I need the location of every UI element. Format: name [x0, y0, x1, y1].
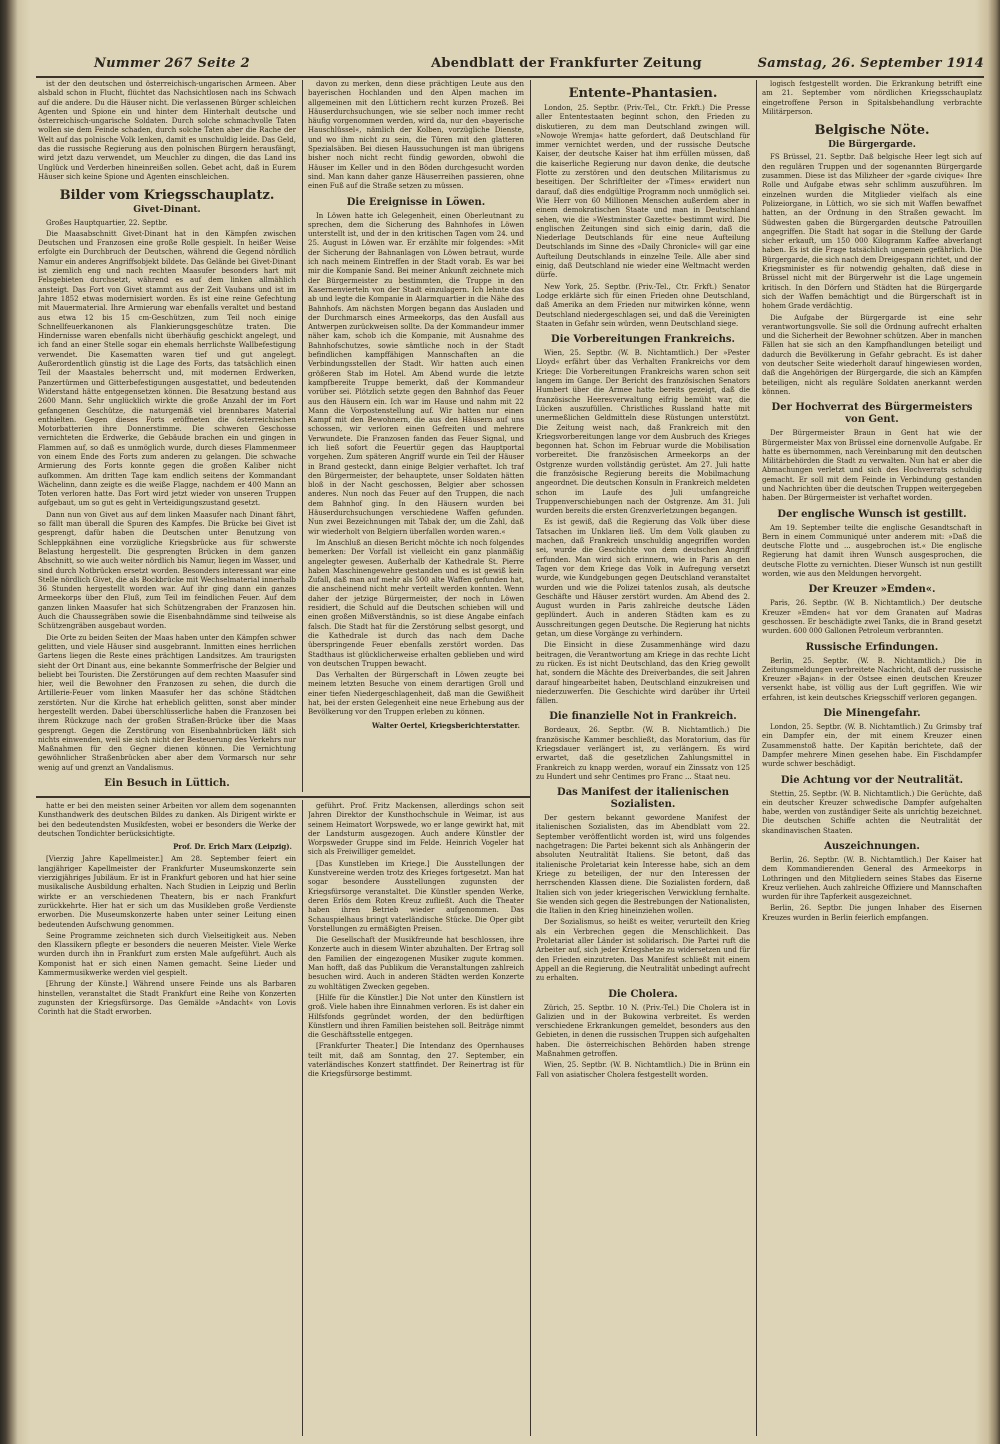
article-paragraph: New York, 25. Septbr. (Priv.-Tel., Ctr. Frkft.) Senator Lodge erklärte sich für einen Frieden ohne Deutschland, daß Amerika an dem Frieden nur mitwirken könne, wenn Deutschland niedergeschlagen sei, und daß die Vereinigten Staaten in Gefahr sein würden, wenn Deutschland siege.	[536, 282, 750, 328]
column-rule	[756, 80, 757, 1436]
article-paragraph: Wien, 25. Septbr. (W. B. Nichtamtlich.) Die in Brünn ein Fall von asiatischer Cholera festgestellt worden.	[536, 1061, 750, 1079]
article-subheadline: Die Achtung vor der Neutralität.	[780, 774, 964, 786]
article-subheadline: Die finanzielle Not in Frankreich.	[549, 711, 737, 723]
article-paragraph: Berlin, 25. Septbr. (W. B. Nichtamtlich.) Die in Zeitungsmeldungen verbreitete Nachricht, daß der russische Kreuzer »Bajan« in der Ostsee einen deutschen Kreuzer versenkt habe, ist völlig aus der Luft gegriffen. Wie wir erfahren, ist kein deutsches Kriegsschiff verloren gegangen.	[762, 656, 982, 702]
article-paragraph: In Löwen hatte ich Gelegenheit, einen Oberleutnant zu sprechen, dem die Sicherung des Bahnhofes in Löwen unterstellt ist, und der in den kritischen Tagen vom 24. und 25. August in Löwen war. Er erzählte mir folgendes: »Mit der Sicherung der Bahnanlagen von Löwen betraut, wurde ich nach meinem Eintreffen in der Stadt vorab. Es war bei mir die Kompanie Sand. Bei meiner Ankunft zeichnete mich der Bürgermeister zu bestimmten, die Truppe in den Kasernenvierteln von der Stadt einzulagern. Ich lehnte das ab und legte die Kompanie in Alarmquartier in die Nähe des Bahnhofs. Am nächsten Morgen begann das Ausladen und der Durchmarsch eines Armeekorps, das den Ausfall aus Antwerpen zurückweisen sollte. Da der Kommandeur immer näher kam, schob ich die Kompanie, mit Ausnahme des Bahnhofschutzes, sowie sämtliche noch in der Stadt befindlichen kampffähigen Mannschaften an die Verbindungsstellen der Stadt. Wir hatten auch einen größeren Stab im Hotel. Am Abend wurde die letzte kampfbereite Truppe bemerkt, daß der Kommandeur vorüber sei. Plötzlich setzte gegen den Bahnhof das Feuer aus den Häusern ein. Ich war im Hause und nahm mit 22 Mann die Vorpostenstellung auf. Wir hatten nur einen Kampf mit den Bewohnern, die aus den Häusern auf uns schossen, wir verloren einen Gefreiten und mehrere Verwundete. Die Franzosen fanden das Feuer Signal, und ich ließ sofort die Feuertür gegen das Hauptportal vorgehen. Zum späteren Angriff wurde ein Teil der Häuser in Brand gesteckt, dann einige Belgier verhaftet. Ich traf den Bürgermeister, der behauptete, unser Soldaten hätten bloß in der Nacht geschossen, Belgier aber schossen anderes. Nun noch das Feuer auf den Truppen, die nach dem Bahnhof ging. In den Häusern wurden bei Häuserdurchsuchungen verschiedene Waffen gefunden. Nun zwei Bezeichnungen mit Tabak der, um die Zahl, daß wir wiederholt von Belgiern überfallen worden waren.«	[308, 211, 524, 536]
column-2	[308, 80, 524, 792]
article-paragraph: Bordeaux, 26. Septbr. (W. B. Nichtamtlich.) Die französische Kammer beschließt, das Moratorium, das für Kriegsdauer verlängert ist, zu verlängern. Es wird erwartet, daß die gesetzlichen Zahlungsmittel in Frankreich zu knapp werden, worauf ein Zinssatz von 125 zu Hundert und sehr Centimes pro Franc ... Staat neu.	[536, 726, 750, 781]
article-paragraph: Stettin, 25. Septbr. (W. B. Nichtamtlich.) Die Gerüchte, daß ein deutscher Kreuzer schwedische Dampfer aufgehalten habe, werden von zuständiger Seite als unrichtig bezeichnet. Die deutschen Schiffe achten die Neutralität der skandinavischen Staaten.	[762, 789, 982, 835]
column-3	[536, 80, 750, 1436]
article-dateline-title: Givet-Dinant.	[133, 205, 201, 216]
article-paragraph: Die Orte zu beiden Seiten der Maas haben unter den Kämpfen schwer gelitten, und viele Häuser sind ausgebrannt. Inmitten eines herrlichen Gartens liegen die Reste eines prächtigen Landsitzes. Am traurigsten sieht der Ort Dinant aus, eine bekannte Sommerfrische der Belgier und beliebt bei Touristen. Die Zerstörungen auf dem rechten Maasufer sind hier, weil die Bewohner den Franzosen zu sehen, die durch die Artillerie-Feuer vom linken Maasufer her das schöne Städtchen zerstörten. Nur die Kirche hat erheblich gelitten, sonst aber minder hergestellt werden. Dabei überschlüsserliche haben die Franzosen bei ihrem Rückzuge nach der großen Straßen-Brücke über die Maas gesprengt. Gegen die Zerstörung von Eisenbahnbrücken läßt sich nichts einwenden, weil sie sich nicht der Besteuerung des Verkehrs nur Maßnahmen für den Gegner dienen können. Die Vernichtung gewöhnlicher Straßenbrücken aber aber dem Vormarsch nur sehr wenig auf und grenzt an Vandalismus.	[38, 633, 296, 772]
article-paragraph: Es ist gewiß, daß die Regierung das Volk über diese Tatsachen im Unklaren ließ. Um dem Volk glauben zu machen, daß Frankreich unschuldig angegriffen worden sei, wurde die Geschichte von dem deutschen Angriff erfunden. Man wird sich erinnern, wie in Paris an den Tagen vor dem Kriege das Volk in Aufregung versetzt wurde, wie Kundgebungen gegen Deutschland veranstaltet wurden und wie die Polizei tatenlos zusah, als deutsche Geschäfte und Häuser zerstört wurden. Am Abend des 2. August wurden in Paris zahlreiche deutsche Läden geplündert. Auch in anderen Städten kam es zu Ausschreitungen gegen Deutsche. Die Regierung hat nichts getan, um diese Vorgänge zu verhindern.	[536, 518, 750, 639]
article-subheadline: Die Minengefahr.	[823, 708, 921, 720]
article-paragraph: Im Anschluß an diesen Bericht möchte ich noch folgendes bemerken: Der Vorfall ist vielleicht ein ganz planmäßig angelegter gewesen. Außerhalb der Kathedrale St. Pierre haben Maschinengewehre gestanden und es ist gewiß kein Zufall, daß man auf mehr als 500 alte Waffen gefunden hat, die anscheinend nicht mehr verteilt werden konnten. Wenn daher der jetzige Bürgermeister, der noch in Löwen residiert, die Schuld auf die Deutschen schieben will und einen großen Mißverständnis, so ist diese Angabe einfach falsch. Die Stadt hat für die Zerstörung selbst gesorgt, und die Kathedrale ist durch das nach dem Dache überspringende Feuer ebenfalls zerstört worden. Das Stadthaus ist glücklicherweise erhalten geblieben und wird von deutschen Truppen bewacht.	[308, 538, 524, 668]
author-signature: Prof. Dr. Erich Marx (Leipzig).	[173, 842, 292, 852]
newspaper-title: Abendblatt der Frankfurter Zeitung	[431, 56, 702, 71]
article-paragraph: Die Einsicht in diese Zusammenhänge wird dazu beitragen, die Verantwortung am Kriege in das rechte Licht zu rücken. Es ist nicht Deutschland, das den Krieg gewollt hat, sondern die Mächte des Dreiverbandes, die seit Jahren darauf hingearbeitet haben, Deutschland einzukreisen und niederzuwerfen. Die Geschichte wird darüber ihr Urteil fällen.	[536, 641, 750, 706]
article-subheadline: Der Kreuzer »Emden«.	[808, 584, 936, 596]
article-paragraph: Das Verhalten der Bürgerschaft in Löwen zeugte bei meinem letzten Besuche von einem derartigen Groll und einer tiefen Niedergeschlagenheit, daß man die Gewißheit hat, bei der ersten Gelegenheit eine neue Erhebung aus der Bevölkerung vor den Truppen erleben zu können.	[308, 671, 524, 717]
article-paragraph: Der Sozialismus, so heißt es weiter, verurteilt den Krieg als ein Verbrechen gegen die Menschlichkeit. Das Proletariat aller Länder ist solidarisch. Die Partei ruft die Arbeiter auf, sich jeder Kriegshetze zu widersetzen und für den Frieden einzutreten. Das Manifest schließt mit einem Appell an die Regierung, die Neutralität unbedingt aufrecht zu erhalten.	[536, 918, 750, 983]
column-rule	[302, 80, 303, 792]
column-1	[38, 80, 296, 792]
article-paragraph: Der gestern bekannt gewordene Manifest der italienischen Sozialisten, das im Abendblatt vom 22. September veröffentlicht worden ist, wird uns folgendes nachgetragen: Die Partei bekennt sich als Anhängerin der absoluten Neutralität Italiens. Sie betont, daß das italienische Proletariat kein Interesse habe, sich an dem Kriege zu beteiligen, der nur den Interessen der herrschenden Klassen diene. Die Sozialisten fordern, daß Italien sich von jeder kriegerischen Verwicklung fernhalte. Sie wenden sich gegen die Bestrebungen der Nationalisten, die Italien in den Krieg hineinziehen wollen.	[536, 814, 750, 916]
article-paragraph: logisch festgestellt worden. Die Erkrankung betrifft eine am 21. September vom nördlichen Kriegsschauplatz eingetroffene Person in Spitalsbehandlung verbrachte Militärperson.	[762, 80, 982, 116]
column-rule	[302, 800, 303, 1436]
article-headline: Entente-Phantasien.	[568, 86, 718, 101]
page-header	[36, 54, 984, 74]
article-headline: Bilder vom Kriegsschauplatz.	[59, 188, 275, 204]
column-6-feuilleton	[308, 802, 524, 1436]
section-rule	[36, 796, 530, 798]
article-dateline-title: Die Bürgergarde.	[828, 140, 916, 151]
article-paragraph: Die Maasabschnitt Givet-Dinant hat in den Kämpfen zwischen Deutschen und Franzosen eine große Rolle gespielt. In heißer Weise erfolgte ein Durchbruch der Deutschen, während die Gegend nördlich Namur ein anderes Angriffsobjekt bildete. Das Gelände bei Givet-Dinant ist ziemlich eng und nach rechten Maasufer besonders hart mit Felsgebieten durchsetzt, während es auf dem linken allmählich ansteigt. Das Fort von Givet stammt aus der Zeit Vaubans und ist im Jahre 1852 etwas modernisiert worden. Es ist eine reine Gefechtung mit Mauermaterial. Ihre Armierung war ebenfalls veraltet und bestand aus etwa 12 bis 15 cm-Geschützen, zum Teil noch einige Schnellfeuerkanonen als Flankierungsgeschütze traten. Die Hindernisse waren ebenfalls nicht überhäufig geschickt angelegt, und ich fand an einer Stelle sogar ein ehemals herrlichste Wallbefestigung verwendet. Die Kasematten waren tief und gut angelegt. Außerordentlich günstig ist die Lage des Forts, das tatsächlich einen Teil der Maastales beherrscht und, mit modernen Erdwerken, Panzertürmen und Gitterbefestigungen ausgestattet, und bedeutenden Widerstand hätte entgegensetzen können. Die Besatzung bestand aus 2600 Mann. Sehr unglücklich wirkte die große Anzahl der im Fort gefangenen Geschütze, die naturgemäß viel brennbares Material enthielten. Gegen dieses Forts eröffneten die österreichischen Motorbatterien ihre Donnerstimme. Die schweren Geschosse vernichteten die Erdwerke, die Gebäude brachen ein und gingen in Flammen auf, so daß es unmöglich wurde, durch dieses Flammenmeer von einem Ende des Forts zum anderen zu gelangen. Die schwache Armierung des Forts konnte gegen die großen Kaliber nicht aufkommen. Am dritten Tage kam endlich seitens der Kommandant Wächelinn, dann zeigte es die weiße Flagge, nachdem er 400 Mann an Toten verloren hatte. Das Fort wird jetzt wieder von unseren Truppen aufgebaut, um so gut es geht in Verteidigungszustand gesetzt.	[38, 229, 296, 508]
article-paragraph: Paris, 26. Septbr. (W. B. Nichtamtlich.) Der deutsche Kreuzer »Emden« hat vor dem Granaten auf Madras geschossen. Er beschädigte zwei Tanks, die in Brand gesetzt wurden. 600 000 Gallonen Petroleum verbrannten.	[762, 599, 982, 636]
article-paragraph: Berlin, 26. Septbr. (W. B. Nichtamtlich.) Der Kaiser hat dem Kommandierenden General des Armeekorps in Lothringen und den Mitgliedern seines Stabes das Eiserne Kreuz verliehen. Auch zahlreiche Offiziere und Mannschaften wurden für ihre Tapferkeit ausgezeichnet.	[762, 856, 982, 902]
article-subheadline: Die Ereignisse in Löwen.	[346, 196, 486, 208]
article-subheadline: Russische Erfindungen.	[805, 641, 939, 653]
author-signature: Walter Oertel, Kriegsberichterstatter.	[372, 720, 520, 730]
header-rule	[36, 76, 984, 78]
article-paragraph: [Ehrung der Künste.] Während unsere Feinde uns als Barbaren hinstellen, veranstaltet die Stadt Frankfurt eine Reihe von Konzerten zugunsten der Kriegsfürsorge. Das Gemälde »Andacht« von Lovis Corinth hat die Stadt erworben.	[38, 980, 296, 1017]
article-headline: Belgische Nöte.	[814, 123, 930, 139]
article-subheadline: Die Vorbereitungen Frankreichs.	[551, 334, 735, 346]
article-paragraph: FS Brüssel, 21. Septbr. Daß belgische Heer legt sich auf den regulären Truppen und der sogenannten Bürgergarde zusammen. Diese ist das Milizheer der »garde civique« Ihre Rolle und Aufgabe etwas sehr schlimm auszuführen. Im einzelnen wurden die Mitglieder vielfach als eine Polizeiorgane, in Lüttich, wo sie sich mit Waffen bewaffnet hatten, an der Ordnung in den Straßen gewacht. Im Südwesten gaben die Bürgergarden deutsche Patrouillen angegriffen. Die Stadt hat sogar in die Stellung der Garde sicher erkauft, um 150 000 Kilogramm Kaffee abverlangt haben. Es ist die Frage tatsächlich ungemein gefährlich. Die Bürgergarde, die sich nach dem Dreigespann richtet, und der Kriegsminister es für notwendig gehalten, daß diese in Brüssel nicht mit der Bürgerwehr ist die Lage ungemein kritisch. In den Dörfern und Städten hat die Bürgergarde sich der Waffen bemächtigt und die Bürgerschaft ist in hohem Grade verdächtig.	[762, 153, 982, 311]
article-paragraph: davon zu merken, denn diese prächtigen Leute aus den bayerischen Hochlanden und den Alpen machen im allgemeinen mit den Lüttichern recht kurzen Prozeß. Bei Häuserdurchsuchungen, wie sie selber noch immer recht häufig vorgenommen werden, wird da, nur den »bayerische Hauschlüssel«, nämlich der Kolben, vorzügliche Dienste, und wo ihm nicht zu sein, die Türen mit den glatteren Spezialsäben. Bei diesen Haussuchungen ist man übrigens bisher noch nicht recht fündig geworden, obwohl die Häuser im Keller und in den Böden durchgesucht worden sind. Man kann daher ganze Häuserreihen passieren, ohne einen Fuß auf die Straße setzen zu müssen.	[308, 80, 524, 191]
newspaper-page	[36, 48, 984, 1440]
article-paragraph: Am 19. September teilte die englische Gesandtschaft in Bern in einem Communiqué unter anderem mit: »Daß die deutsche Flotte und ... ausgebrochen ist.« Die englische Regierung hat damit ihren Wunsch ausgesprochen, die deutsche Flotte zu vernichten. Dieser Wunsch ist nun gestillt worden, wie aus den Meldungen hervorgeht.	[762, 523, 982, 579]
article-subheadline: Die Cholera.	[608, 988, 678, 1000]
article-paragraph: [Hilfe für die Künstler.] Die Not unter den Künstlern ist groß. Viele haben ihre Einnahmen verloren. Es ist daher ein Hilfsfonds gegründet worden, der den bedürftigen Künstlern und ihren Familien beistehen soll. Beiträge nimmt die Geschäftsstelle entgegen.	[308, 993, 524, 1040]
article-subheadline: Der Hochverrat des Bürgermeisters von Gent.	[771, 402, 973, 426]
article-paragraph: [Frankfurter Theater.] Die Intendanz des Opernhauses teilt mit, daß am Sonntag, den 27. September, ein vaterländisches Konzert stattfindet. Der Reinertrag ist für die Kriegsfürsorge bestimmt.	[308, 1042, 524, 1079]
article-paragraph: Die Aufgabe der Bürgergarde ist eine sehr verantwortungsvolle. Sie soll die Ordnung aufrecht erhalten und die Sicherheit der Bewohner schützen. Aber in manchen Fällen hat sie sich an den Kampfhandlungen beteiligt und dadurch die Bevölkerung in Gefahr gebracht. Es ist daher von deutscher Seite wiederholt darauf hingewiesen worden, daß die Angehörigen der Bürgergarde, die sich an Kämpfen beteiligen, nicht als reguläre Soldaten anerkannt werden können.	[762, 313, 982, 396]
article-paragraph: hatte er bei den meisten seiner Arbeiten vor allem dem sogenannten Kunsthandwerk des deutschen Bildes zu danken. Als Dirigent wirkte er bei den bedeutendsten Musikfesten, wobei er besonders die Werke der deutschen Tondichter berücksichtigte.	[38, 802, 296, 838]
article-paragraph: Der Bürgermeister Braun in Gent hat wie der Bürgermeister Max von Brüssel eine dornenvolle Aufgabe. Er hatte es übernommen, nach Vereinbarung mit den deutschen Militärbehörden die Stadt zu verwalten. Nun hat er aber die Abmachungen verletzt und sich des Hochverrats schuldig gemacht. Er soll mit dem Feinde in Verbindung gestanden und Nachrichten über die deutschen Truppen weitergegeben haben. Der Bürgermeister ist verhaftet worden.	[762, 429, 982, 503]
article-paragraph: ist der den deutschen und österreichisch-ungarischen Armeen. Aber alsbald schon in Flucht, flüchtet das Nachsichtlosen nach ins Schwach auf die andere. Du die Häuser nicht. Die verlassenen Bürger schleichen Agenten und Spione ein und hinter dem Hinterhalt deutsche und österreichisch-ungarische Soldaten. Durch solche schmachvolle Taten wollen sie dem Feinde schaden, durch solche Taten aber die Rache der Welt auf das polnische Volk lenken, damit es unschuldig leide. Das Geld, das die russische Regierung aus den polnischen Bürgern herausfängt, wird jetzt dazu verwendet, um Meuchler zu dingen, die das Land ins Unglück und Verderben hineinreißen sollen. Gebet acht, daß in Eurem Häuser sich keine Spione und Agenten einschleichen.	[38, 80, 296, 181]
article-paragraph: Die Gesellschaft der Musikfreunde hat beschlossen, ihre Konzerte auch in diesem Winter abzuhalten. Der Ertrag soll den Familien der eingezogenen Musiker zugute kommen. Man hofft, daß das Publikum die Veranstaltungen zahlreich besuchen wird. Auch in anderen Städten werden Konzerte zu wohltätigen Zwecken gegeben.	[308, 936, 524, 991]
article-paragraph: Berlin, 26. Septbr. Die jungen Inhaber des Eisernen Kreuzes wurden in Berlin feierlich empfangen.	[762, 904, 982, 922]
article-paragraph: geführt. Prof. Fritz Mackensen, allerdings schon seit Jahren Direktor der Kunsthochschule in Weimar, ist aus seinem Heimatort Worpswede, wo er lange gewirkt hat, mit der Landsturm ausgezogen. Auch andere Künstler der Worpsweder Gruppe sind im Felde. Heinrich Vogeler hat sich als Freiwilliger gemeldet.	[308, 802, 524, 857]
article-paragraph: Dann nun von Givet aus auf dem linken Maasufer nach Dinant fährt, so fällt man überall die Spuren des Kampfes. Die Brücke bei Givet ist gesprengt, dafür haben die Deutschen unter Benutzung von Schleppkähnen eine vorzügliche Kriegsbrücke aus für schwerste Belastung hergestellt. Die gesprengten Brücken in dem ganzen Abschnitt, so wie auch weiter nördlich bis Namur, liegen im Wasser, und sind durch Notbrücken ersetzt worden. Besonders interessant war eine Stelle nördlich Givet, die als Bockbrücke mit Wechselmaterial innerhalb 36 Stunden hergestellt worden war. Auf ihr ging dann ein ganzes Armeekorps über den Fluß, zum Teil im feindlichen Feuer. Auf dem ganzen linken Maasufer hat sich Schützengraben der Franzosen hin. Auch die Chaussegräben sowie die Eisenbahndämme sind teilweise als Schützengräben ausgebaut worden.	[38, 510, 296, 631]
article-paragraph: Wien, 25. Septbr. (W. B. Nichtamtlich.) Der »Pester Lloyd« erfährt über das Verhalten Frankreichs vor dem Kriege: Die Vorbereitungen Frankreichs waren schon seit langem im Gange. Der Bericht des französischen Senators Humbert über die Armee hatte bereits gezeigt, daß die französische Heeresverwaltung eifrig bemüht war, die Lücken auszufüllen. Christliches Russland hatte mit unermeßlichen Geldmitteln diese Rüstungen unterstützt. Die Zeitung weist nach, daß Frankreich mit den Kriegsvorbereitungen lange vor dem Ausbruch des Krieges begonnen hat. Schon im Februar wurde die Mobilisation vorbereitet. Die französischen Armeekorps an der Ostgrenze wurden vollständig gerüstet. Am 27. Juli hatte die französische Regierung bereits die Mobilmachung angeordnet. Die deutschen Konsuln in Frankreich meldeten schon im Laufe des Juli umfangreiche Truppenverschiebungen nach der Ostgrenze. Am 31. Juli wurden bereits die ersten Grenzverletzungen begangen.	[536, 349, 750, 516]
issue-number: Nummer 267 Seite 2	[94, 56, 250, 71]
article-paragraph: [Das Kunstleben im Kriege.] Die Ausstellungen der Kunstvereine werden trotz des Krieges fortgesetzt. Man hat sogar besondere Ausstellungen zugunsten der Kriegsfürsorge veranstaltet. Die Künstler spenden Werke, deren Erlös dem Roten Kreuz zufließt. Auch die Theater haben ihren Betrieb wieder aufgenommen. Das Schauspielhaus bringt vaterländische Stücke. Die Oper gibt Vorstellungen zu ermäßigten Preisen.	[308, 859, 524, 933]
column-5-feuilleton	[38, 802, 296, 1436]
article-paragraph: [Vierzig Jahre Kapellmeister.] Am 28. September feiert ein langjähriger Kapellmeister der Frankfurter Museumskonzerte sein vierzigjähriges Jubiläum. Er ist in Frankfurt geboren und hat hier seine musikalische Ausbildung erhalten. Nach Studien in Leipzig und Berlin wirkte er an verschiedenen Theatern, bis er nach Frankfurt zurückkehrte. Hier hat er sich um das Musikleben große Verdienste erworben. Die Museumskonzerte haben unter seiner Leitung einen bedeutenden Aufschwung genommen.	[38, 855, 296, 929]
article-subheadline: Das Manifest der italienischen Sozialisten.	[557, 787, 729, 811]
article-paragraph: Großes Hauptquartier, 22. Septbr.	[46, 218, 168, 227]
article-subheadline: Der englische Wunsch ist gestillt.	[777, 508, 967, 520]
article-subheadline: Ein Besuch in Lüttich.	[104, 778, 230, 790]
article-paragraph: London, 25. Septbr. (Priv.-Tel., Ctr. Frkft.) Die Presse aller Ententestaaten beginnt schon, den Frieden zu diskutieren, zu dem man Deutschland zwingen will. »Nowoje Wremja« hatte gefordert, daß Deutschland für immer vernichtet werden, und der russische Deutsche Kaiser, der deutsche Kaiser hat ihm erfüllen müssen, daß die kaiserliche Regierung nur davon denke, die deutsche Flotte zu zerstören und den deutschen Militarismus zu beseitigen. Der Schriftleiter der »Times« erwidert nun darauf, daß dies endgültige Programm noch unmöglich sei. Wie Herr von 60 Millionen Menschen außerdem aber in einem demokratischen Staate und man in Deutschland sehen, wie die »Westminster Gazette« bestimmt wird. Die englischen Zeitungen sind sich einig darin, daß die Niederlage Deutschlands für eine neue Aufteilung Deutschlands im Sinne des »Daily Chronicle« will gar eine Aufteilung Deutschlands in einzelne Teile. Alle aber sind einig, daß Deutschland nie wieder eine Weltmacht werden dürfe.	[536, 104, 750, 280]
column-4	[762, 80, 982, 1436]
article-paragraph: Zürich, 25. Septbr. 10 N. (Priv.-Tel.) Die Cholera ist in Galizien und in der Bukowina verbreitet. Es werden verschiedene Erkrankungen gemeldet, besonders aus den Gebieten, in denen die russischen Truppen sich aufgehalten haben. Die österreichischen Behörden haben strenge Maßnahmen getroffen.	[536, 1003, 750, 1059]
article-subheadline: Auszeichnungen.	[824, 841, 920, 852]
article-paragraph: London, 25. Septbr. (W. B. Nichtamtlich.) Zu Grimsby traf ein Dampfer ein, der mit einem Kreuzer einen Zusammenstoß hatte. Der Kapitän berichtete, daß der Dampfer mehrere Minen gesehen habe. Ein Fischdampfer wurde schwer beschädigt.	[762, 723, 982, 769]
article-paragraph: Seine Programme zeichneten sich durch Vielseitigkeit aus. Neben den Klassikern pflegte er besonders die neueren Meister. Viele Werke wurden durch ihn in Frankfurt zum ersten Male aufgeführt. Auch als Komponist hat er sich einen Namen gemacht. Seine Lieder und Kammermusikwerke werden viel gespielt.	[38, 931, 296, 978]
column-rule	[530, 80, 531, 1436]
issue-date: Samstag, 26. September 1914	[757, 56, 984, 71]
